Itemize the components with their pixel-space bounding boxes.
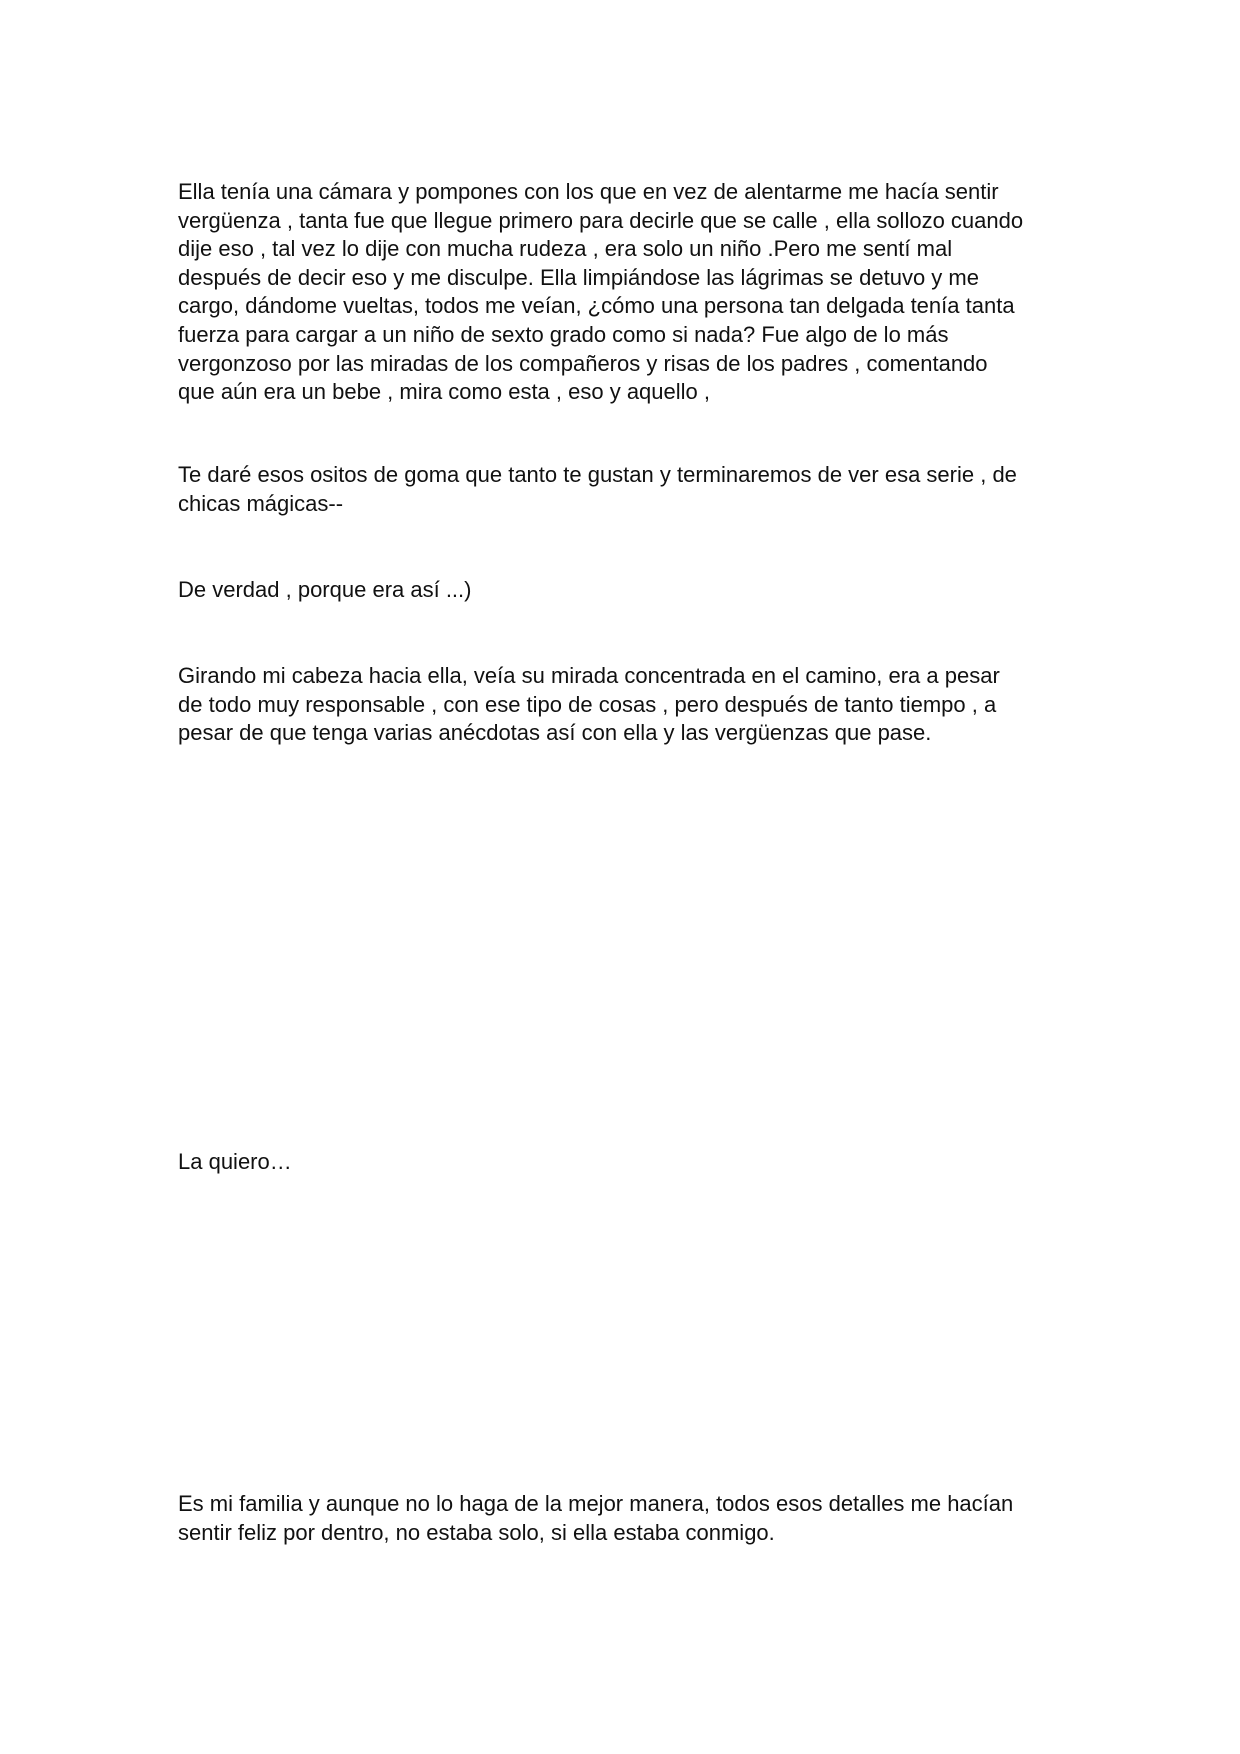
text-line: de todo muy responsable , con ese tipo de cosas , pero después de tanto tiempo , a [178, 691, 997, 717]
text-line: cargo, dándome vueltas, todos me veían, ¿cómo una persona tan delgada tenía tanta [178, 293, 1015, 319]
paragraph-es-mi-familia [178, 1490, 1078, 1547]
text-line: La quiero… [178, 1149, 292, 1174]
text-line: Ella tenía una cámara y pompones con los que en vez de alentarme me hacía sentir [178, 179, 999, 204]
text-line: De verdad , porque era así ...) [178, 577, 472, 602]
text-line: Es mi familia y aunque no lo haga de la mejor manera, todos esos detalles me hacían [178, 1491, 1014, 1516]
text-line: sentir feliz por dentro, no estaba solo, si ella estaba conmigo. [178, 1519, 775, 1545]
text-line: dije eso , tal vez lo dije con mucha rudeza , era solo un niño .Pero me sentí mal [178, 236, 953, 262]
text-line: que aún era un bebe , mira como esta , eso y aquello , [178, 379, 710, 405]
paragraph-girando-mi-cabeza [178, 662, 1078, 748]
paragraph-ositos-de-goma [178, 461, 1078, 518]
text-line: Girando mi cabeza hacia ella, veía su mirada concentrada en el camino, era a pesar [178, 663, 1000, 688]
text-line: vergüenza , tanta fue que llegue primero para decirle que se calle , ella sollozo cuando [178, 207, 1024, 233]
paragraph-camera-pompones [178, 178, 1078, 407]
text-line: Te daré esos ositos de goma que tanto te gustan y terminaremos de ver esa serie , de [178, 462, 1017, 487]
paragraph-de-verdad [178, 576, 1078, 605]
text-line: vergonzoso por las miradas de los compañeros y risas de los padres , comentando [178, 350, 988, 376]
text-line: chicas mágicas-- [178, 490, 344, 516]
text-line: pesar de que tenga varias anécdotas así con ella y las vergüenzas que pase. [178, 720, 932, 746]
text-line: fuerza para cargar a un niño de sexto grado como si nada? Fue algo de lo más [178, 321, 949, 347]
paragraph-la-quiero [178, 1148, 1078, 1177]
text-line: después de decir eso y me disculpe. Ella limpiándose las lágrimas se detuvo y me [178, 264, 979, 290]
